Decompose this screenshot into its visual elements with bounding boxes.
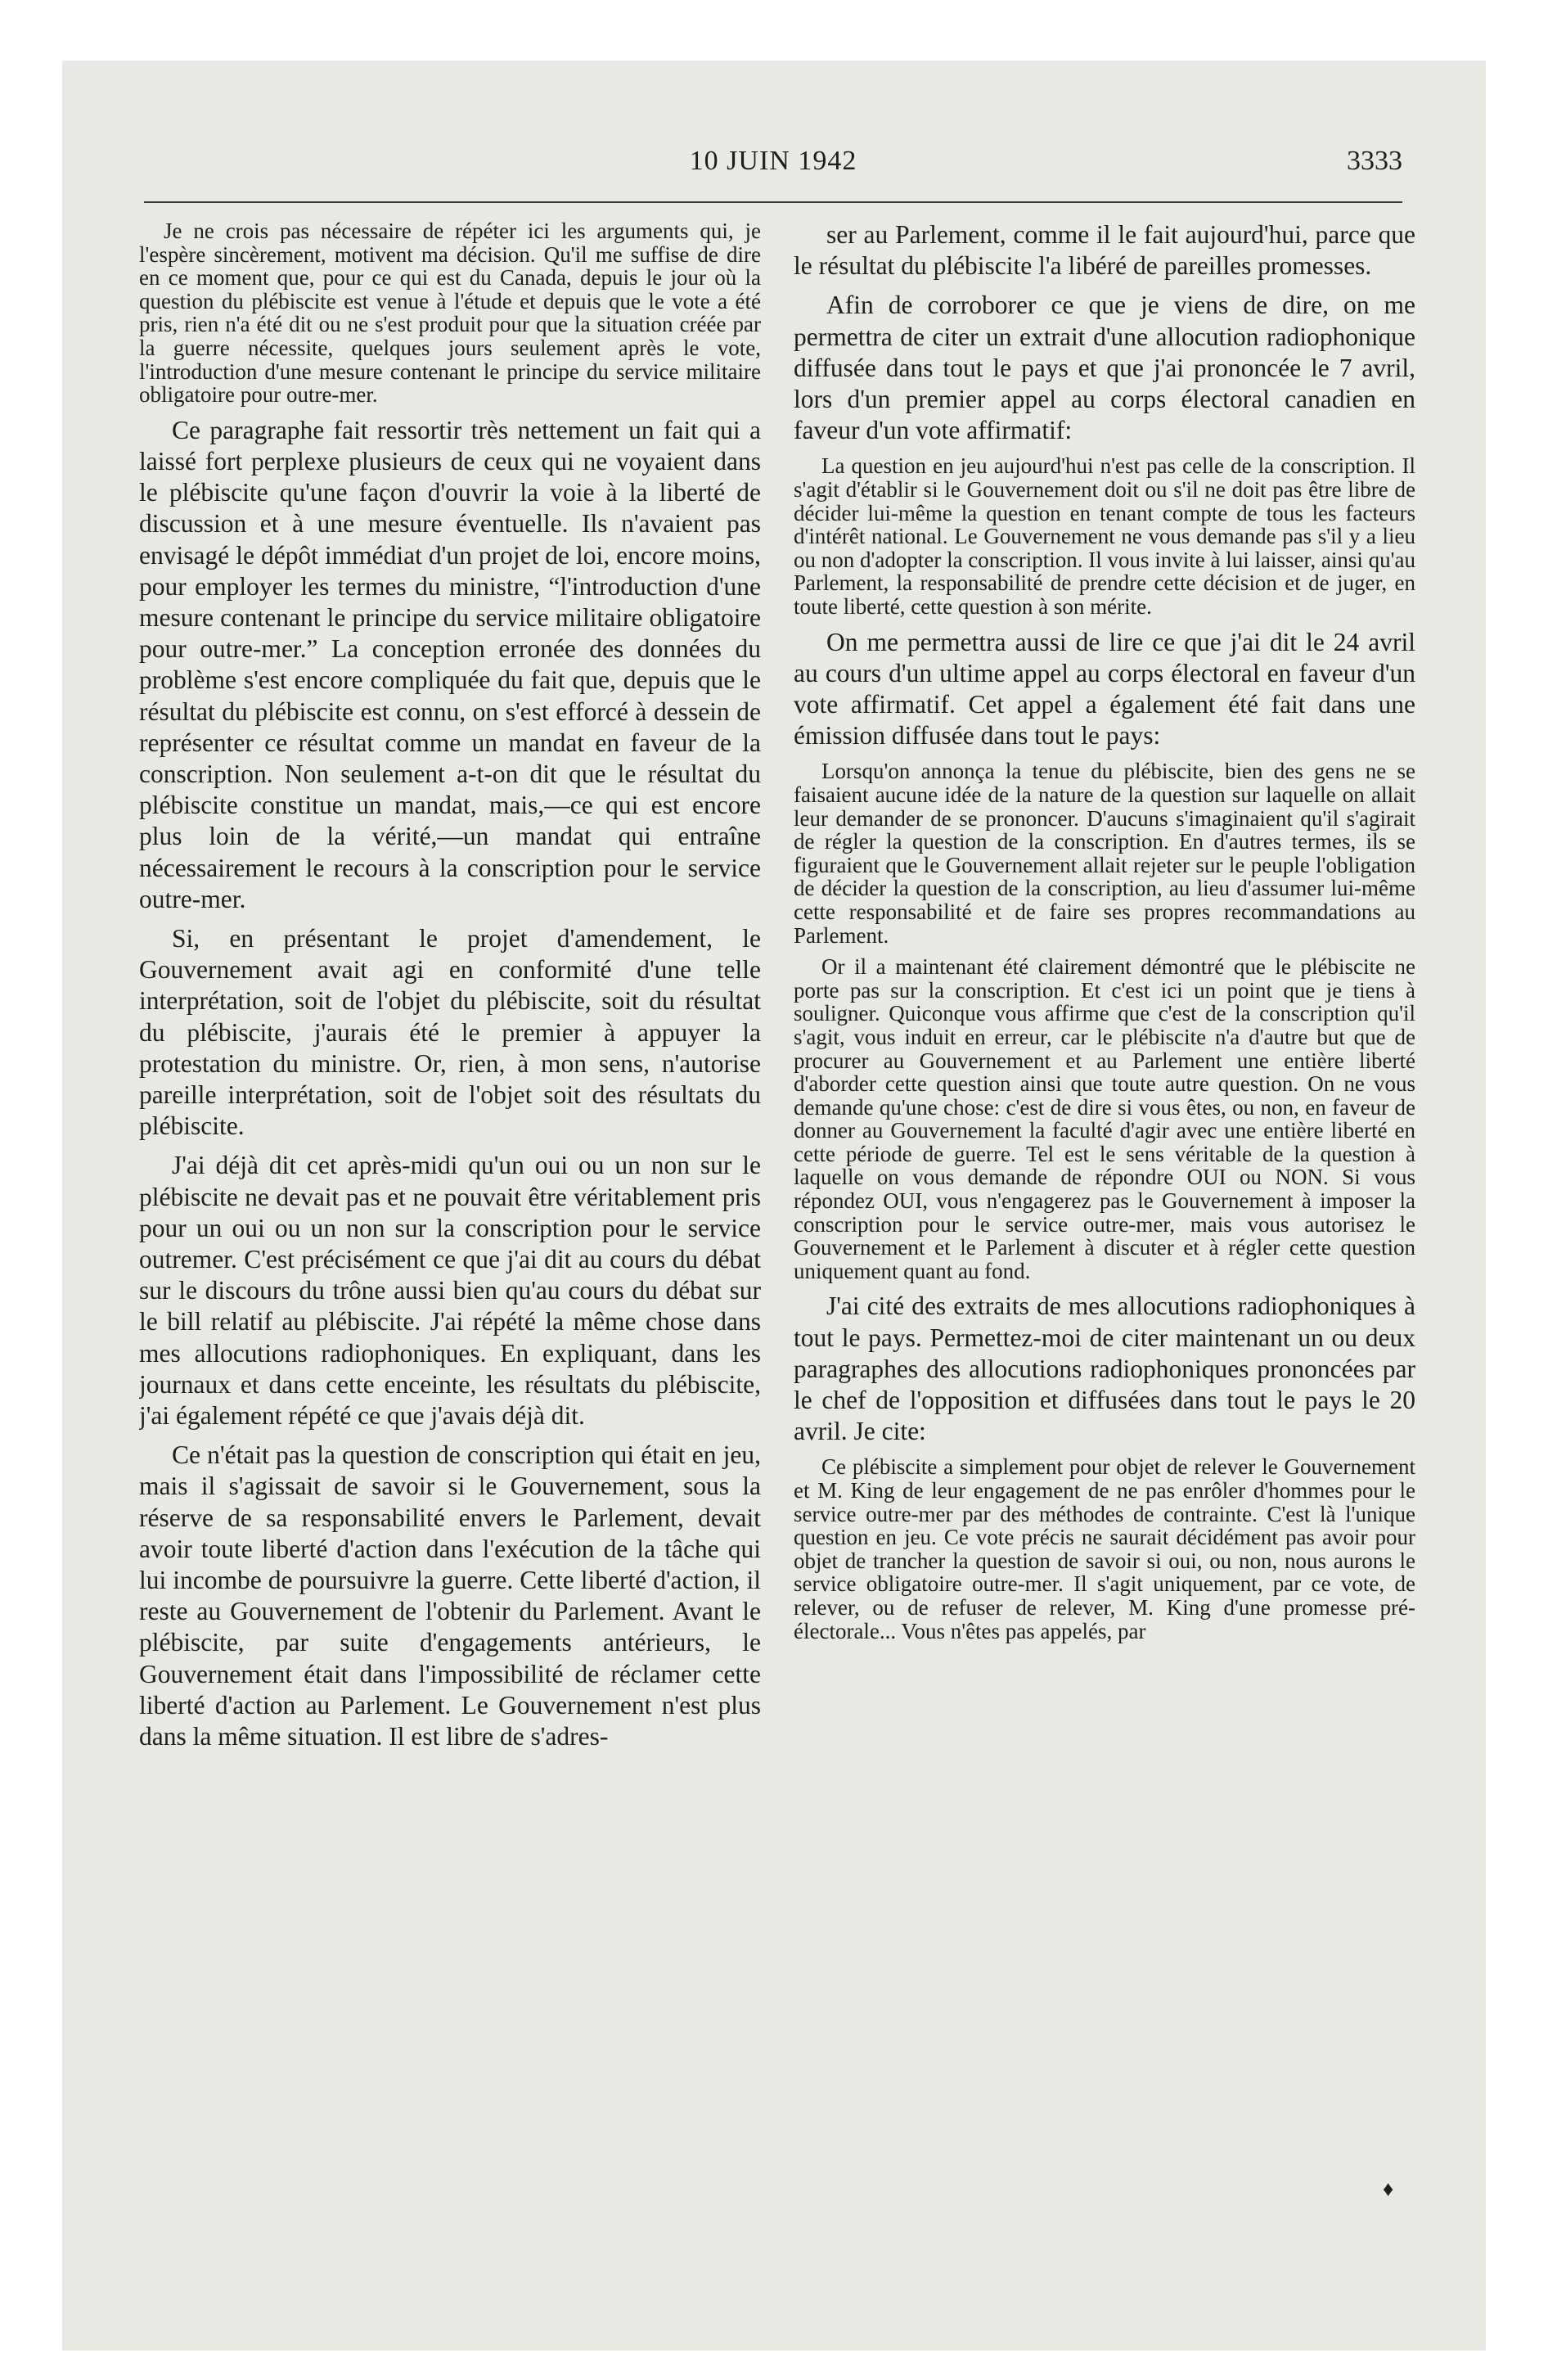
page-number: 3333 [1347, 146, 1402, 176]
header-rule [144, 201, 1402, 203]
right-paragraph-2: Afin de corroborer ce que je viens de dire, on me permettra de citer un extrait d'une allocution radiophonique diffusée dans tout le pays et que j'ai prononcée le 7 avril, lors d'un premier appel au corps électoral canadien en faveur d'un vote affirmatif: [794, 291, 1415, 445]
left-paragraph-4: J'ai déjà dit cet après-midi qu'un oui ou un non sur le plébiscite ne devait pas et ne pouvait être véritablement pris pour un oui ou un non sur la conscription pour le service outremer. C'est précisément ce que j'ai dit au cours du débat sur le discours du trône aussi bien qu'au cours du débat sur le bill relatif au plébiscite. J'ai répété la même chose dans mes allocutions radiophoniques. En expliquant, dans les journaux et dans cette enceinte, les résultats du plébiscite, j'ai également répété ce que j'avais déjà dit. [139, 1151, 761, 1431]
right-quote-2: Lorsqu'on annonça la tenue du plébiscite, bien des gens ne se faisaient aucune idée de la nature de la question sur laquelle on allait leur demander de se prononcer. D'aucuns s'imaginaient qu'il s'agirait de régler la question de la conscription. En d'autres termes, ils se figuraient que le Gouvernement allait rejeter sur le peuple l'obligation de décider la question de la conscription, au lieu d'assumer lui-même cette responsabilité et de faire ses propres recommandations au Parlement. [794, 759, 1415, 948]
footer-mark: ♦ [1383, 2177, 1394, 2201]
left-paragraph-5: Ce n'était pas la question de conscription qui était en jeu, mais il s'agissait de savoir si le Gouvernement, sous la réserve de sa responsabilité envers le Parlement, devait avoir toute liberté d'action dans l'exécution de la tâche qui lui incombe de poursuivre la guerre. Cette liberté d'action, il reste au Gouvernement de l'obtenir du Parlement. Avant le plébiscite, par suite d'engagements antérieurs, le Gouvernement était dans l'impossibilité de réclamer cette liberté d'action au Parlement. Le Gouvernement n'est plus dans la même situation. Il est libre de s'adres- [139, 1440, 761, 1751]
right-column [794, 219, 1415, 2315]
right-quote-4: Ce plébiscite a simplement pour objet de relever le Gouvernement et M. King de leur engagement de ne pas enrôler d'hommes pour le service outre-mer par des méthodes de contrainte. C'est là l'unique question en jeu. Ce vote précis ne saurait décidément pas avoir pour objet de trancher la question de savoir si oui, ou non, nous aurons le service obligatoire outre-mer. Il s'agit uniquement, par ce vote, de relever, ou de refuser de relever, M. King d'une promesse pré-électorale... Vous n'êtes pas appelés, par [794, 1454, 1415, 1643]
right-quote-1: La question en jeu aujourd'hui n'est pas celle de la conscription. Il s'agit d'établir si le Gouvernement doit ou s'il ne doit pas être libre de décider lui-même la question en tenant compte de tous les facteurs d'intérêt national. Le Gouvernement ne vous demande pas s'il y a lieu ou non d'adopter la conscription. Il vous invite à lui laisser, ainsi qu'au Parlement, la responsabilité de prendre cette décision et de juger, en toute liberté, cette question à son mérite. [794, 453, 1415, 619]
right-paragraph-3: On me permettra aussi de lire ce que j'ai dit le 24 avril au cours d'un ultime appel au corps électoral en faveur d'un vote affirmatif. Cet appel a également été fait dans une émission diffusée dans tout le pays: [794, 627, 1415, 751]
right-paragraph-1: ser au Parlement, comme il le fait aujourd'hui, parce que le résultat du plébiscite l'a libéré de pareilles promesses. [794, 220, 1415, 281]
right-paragraph-4: J'ai cité des extraits de mes allocutions radiophoniques à tout le pays. Permettez-moi de citer maintenant un ou deux paragraphes des allocutions radiophoniques prononcées par le chef de l'opposition et diffusées dans tout le pays le 20 avril. Je cite: [794, 1291, 1415, 1446]
left-column [139, 219, 761, 2315]
left-paragraph-1: Je ne crois pas nécessaire de répéter ici les arguments qui, je l'espère sincèrement, motivent ma décision. Qu'il me suffise de dire en ce moment que, pour ce qui est du Canada, depuis le jour où la question du plébiscite est venue à l'étude et depuis que le vote a été pris, rien n'a été dit ou ne s'est produit pour que la situation créée par la guerre nécessite, quelques jours seulement après le vote, l'introduction d'une mesure contenant le principe du service militaire obligatoire pour outre-mer. [139, 219, 761, 408]
right-quote-3: Or il a maintenant été clairement démontré que le plébiscite ne porte pas sur la conscription. Et c'est ici un point que je tiens à souligner. Quiconque vous affirme que c'est de la conscription qu'il s'agit, vous induit en erreur, car le plébiscite n'a d'autre but que de procurer au Gouvernement et au Parlement une entière liberté d'aborder cette question ainsi que toute autre question. On ne vous demande qu'une chose: c'est de dire si vous êtes, ou non, en faveur de donner au Gouvernement la faculté d'agir avec une entière liberté en cette période de guerre. Tel est le sens véritable de la question à laquelle on vous demande de répondre OUI ou NON. Si vous répondez OUI, vous n'engagerez pas le Gouvernement à imposer la conscription pour le service outre-mer, mais vous autorisez le Gouvernement et le Parlement à discuter et à régler cette question uniquement quant au fond. [794, 954, 1415, 1283]
left-paragraph-3: Si, en présentant le projet d'amendement, le Gouvernement avait agi en conformité d'une telle interprétation, soit de l'objet du plébiscite, soit du résultat du plébiscite, j'aurais été le premier à appuyer la protestation du ministre. Or, rien, à mon sens, n'autorise pareille interprétation, soit de l'objet soit des résultats du plébiscite. [139, 924, 761, 1141]
header-date: 10 JUIN 1942 [689, 146, 857, 176]
page-header [144, 146, 1402, 182]
left-paragraph-2: Ce paragraphe fait ressortir très nettement un fait qui a laissé fort perplexe plusieurs de ceux qui ne voyaient dans le plébiscite qu'une façon d'ouvrir la voie à la liberté de discussion et à une mesure éventuelle. Ils n'avaient pas envisagé le dépôt immédiat d'un projet de loi, encore moins, pour employer les termes du ministre, “l'introduction d'une mesure contenant le principe du service militaire obligatoire pour outre-mer.” La conception erronée des données du problème s'est encore compliquée du fait que, depuis que le résultat du plébiscite est connu, on s'est efforcé à dessein de représenter ce résultat comme un mandat en faveur de la conscription. Non seulement a-t-on dit que le résultat du plébiscite constitue un mandat, mais,—ce qui est encore plus loin de la vérité,—un mandat qui entraîne nécessairement le recours à la conscription pour le service outre-mer. [139, 415, 761, 913]
